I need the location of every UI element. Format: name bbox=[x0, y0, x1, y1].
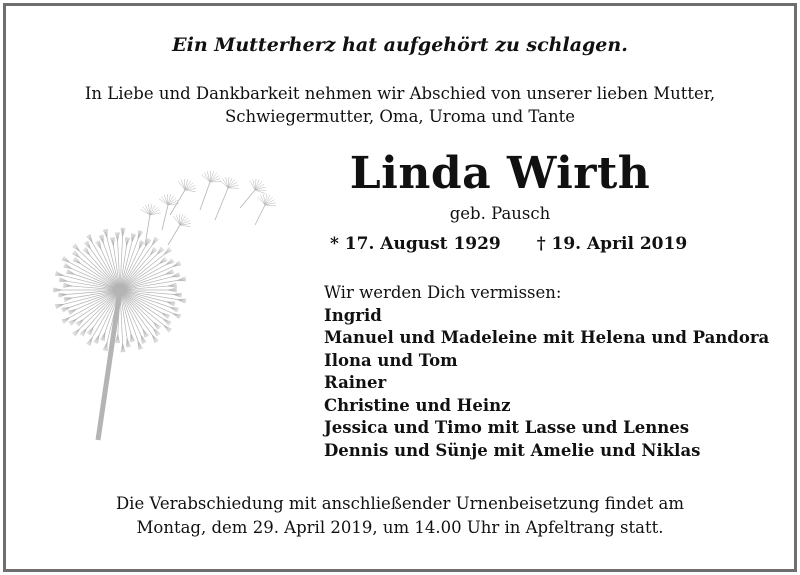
mourner-line: Ingrid bbox=[324, 305, 382, 325]
ceremony-line: Die Verabschiedung mit anschließender Urnenbeisetzung findet am bbox=[115, 494, 685, 513]
headline: Ein Mutterherz hat aufgehört zu schlagen. bbox=[172, 34, 628, 56]
mourner-line: Christine und Heinz bbox=[324, 395, 511, 415]
ceremony-info bbox=[0, 492, 800, 540]
mourner-line: Ilona und Tom bbox=[324, 350, 458, 370]
mourners-lead: Wir werden Dich vermissen: bbox=[324, 283, 562, 302]
mourner-line: Rainer bbox=[324, 373, 387, 392]
birth-date: * 17. August 1929 bbox=[330, 234, 501, 254]
intro-line: In Liebe und Dankbarkeit nehmen wir Abschied von unserer lieben Mutter, bbox=[84, 84, 716, 103]
dandelion-icon bbox=[50, 170, 290, 450]
death-date: † 19. April 2019 bbox=[536, 234, 688, 254]
mourner-line: Jessica und Timo mit Lasse und Lennes bbox=[324, 418, 690, 437]
ceremony-line: Montag, dem 29. April 2019, um 14.00 Uhr in Apfeltrang statt. bbox=[136, 518, 664, 537]
life-dates bbox=[330, 234, 687, 254]
intro-text bbox=[0, 82, 800, 128]
maiden-name: geb. Pausch bbox=[449, 204, 551, 223]
intro-line: Schwiegermutter, Oma, Uroma und Tante bbox=[224, 107, 575, 126]
deceased-name: Linda Wirth bbox=[349, 148, 651, 199]
mourner-line: Dennis und Sünje mit Amelie und Niklas bbox=[324, 440, 701, 460]
mourner-line: Manuel und Madeleine mit Helena und Pandora bbox=[324, 328, 770, 347]
mourners-list bbox=[324, 282, 769, 462]
